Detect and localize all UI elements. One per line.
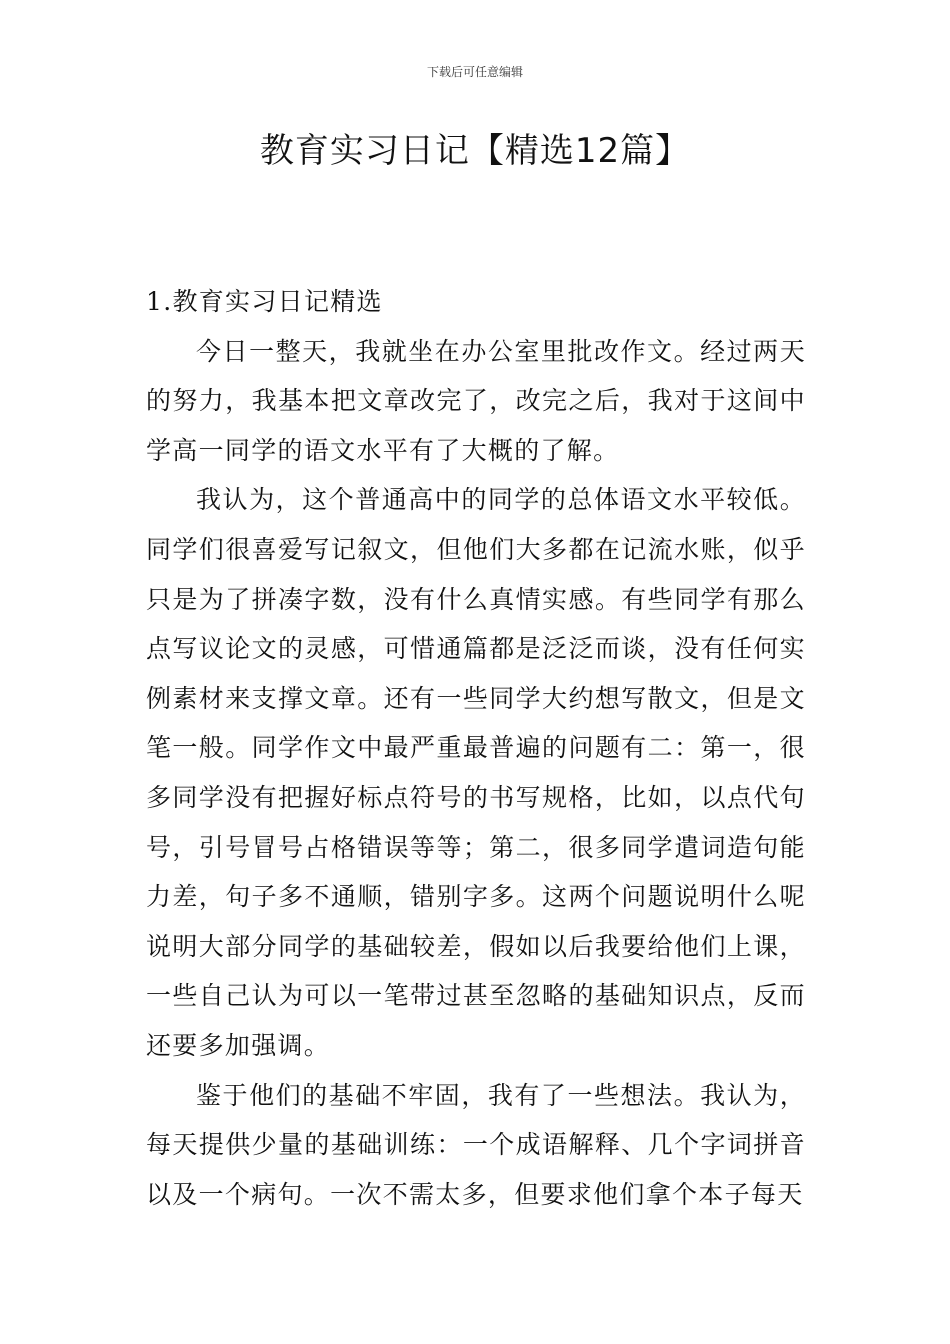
paragraph-1: 今日一整天，我就坐在办公室里批改作文。经过两天的努力，我基本把文章改完了，改完之后，我对于这间中学高一同学的语文水平有了大概的了解。 [146, 336, 806, 465]
document-title: 教育实习日记【精选12篇】 [259, 131, 691, 171]
document-body [146, 277, 806, 1219]
header-note: 下载后可任意编辑 [426, 65, 523, 79]
paragraph-2: 我认为，这个普通高中的同学的总体语文水平较低。同学们很喜爱写记叙文，但他们大多都在记流水账，似乎只是为了拼凑字数，没有什么真情实感。有些同学有那么点写议论文的灵感，可惜通篇都是泛泛而谈，没有任何实例素材来支撑文章。还有一些同学大约想写散文，但是文笔一般。同学作文中最严重最普遍的问题有二：第一，很多同学没有把握好标点符号的书写规格，比如，以点代句号，引号冒号占格错误等等；第二，很多同学遣词造句能力差，句子多不通顺，错别字多。这两个问题说明什么呢说明大部分同学的基础较差，假如以后我要给他们上课，一些自己认为可以一笔带过甚至忽略的基础知识点，反而还要多加强调。 [146, 485, 806, 1060]
paragraph-3: 鉴于他们的基础不牢固，我有了一些想法。我认为，每天提供少量的基础训练：一个成语解释、几个字词拼音以及一个病句。一次不需太多，但要求他们拿个本子每天 [146, 1080, 806, 1209]
section-heading: 1.教育实习日记精选 [146, 287, 383, 316]
